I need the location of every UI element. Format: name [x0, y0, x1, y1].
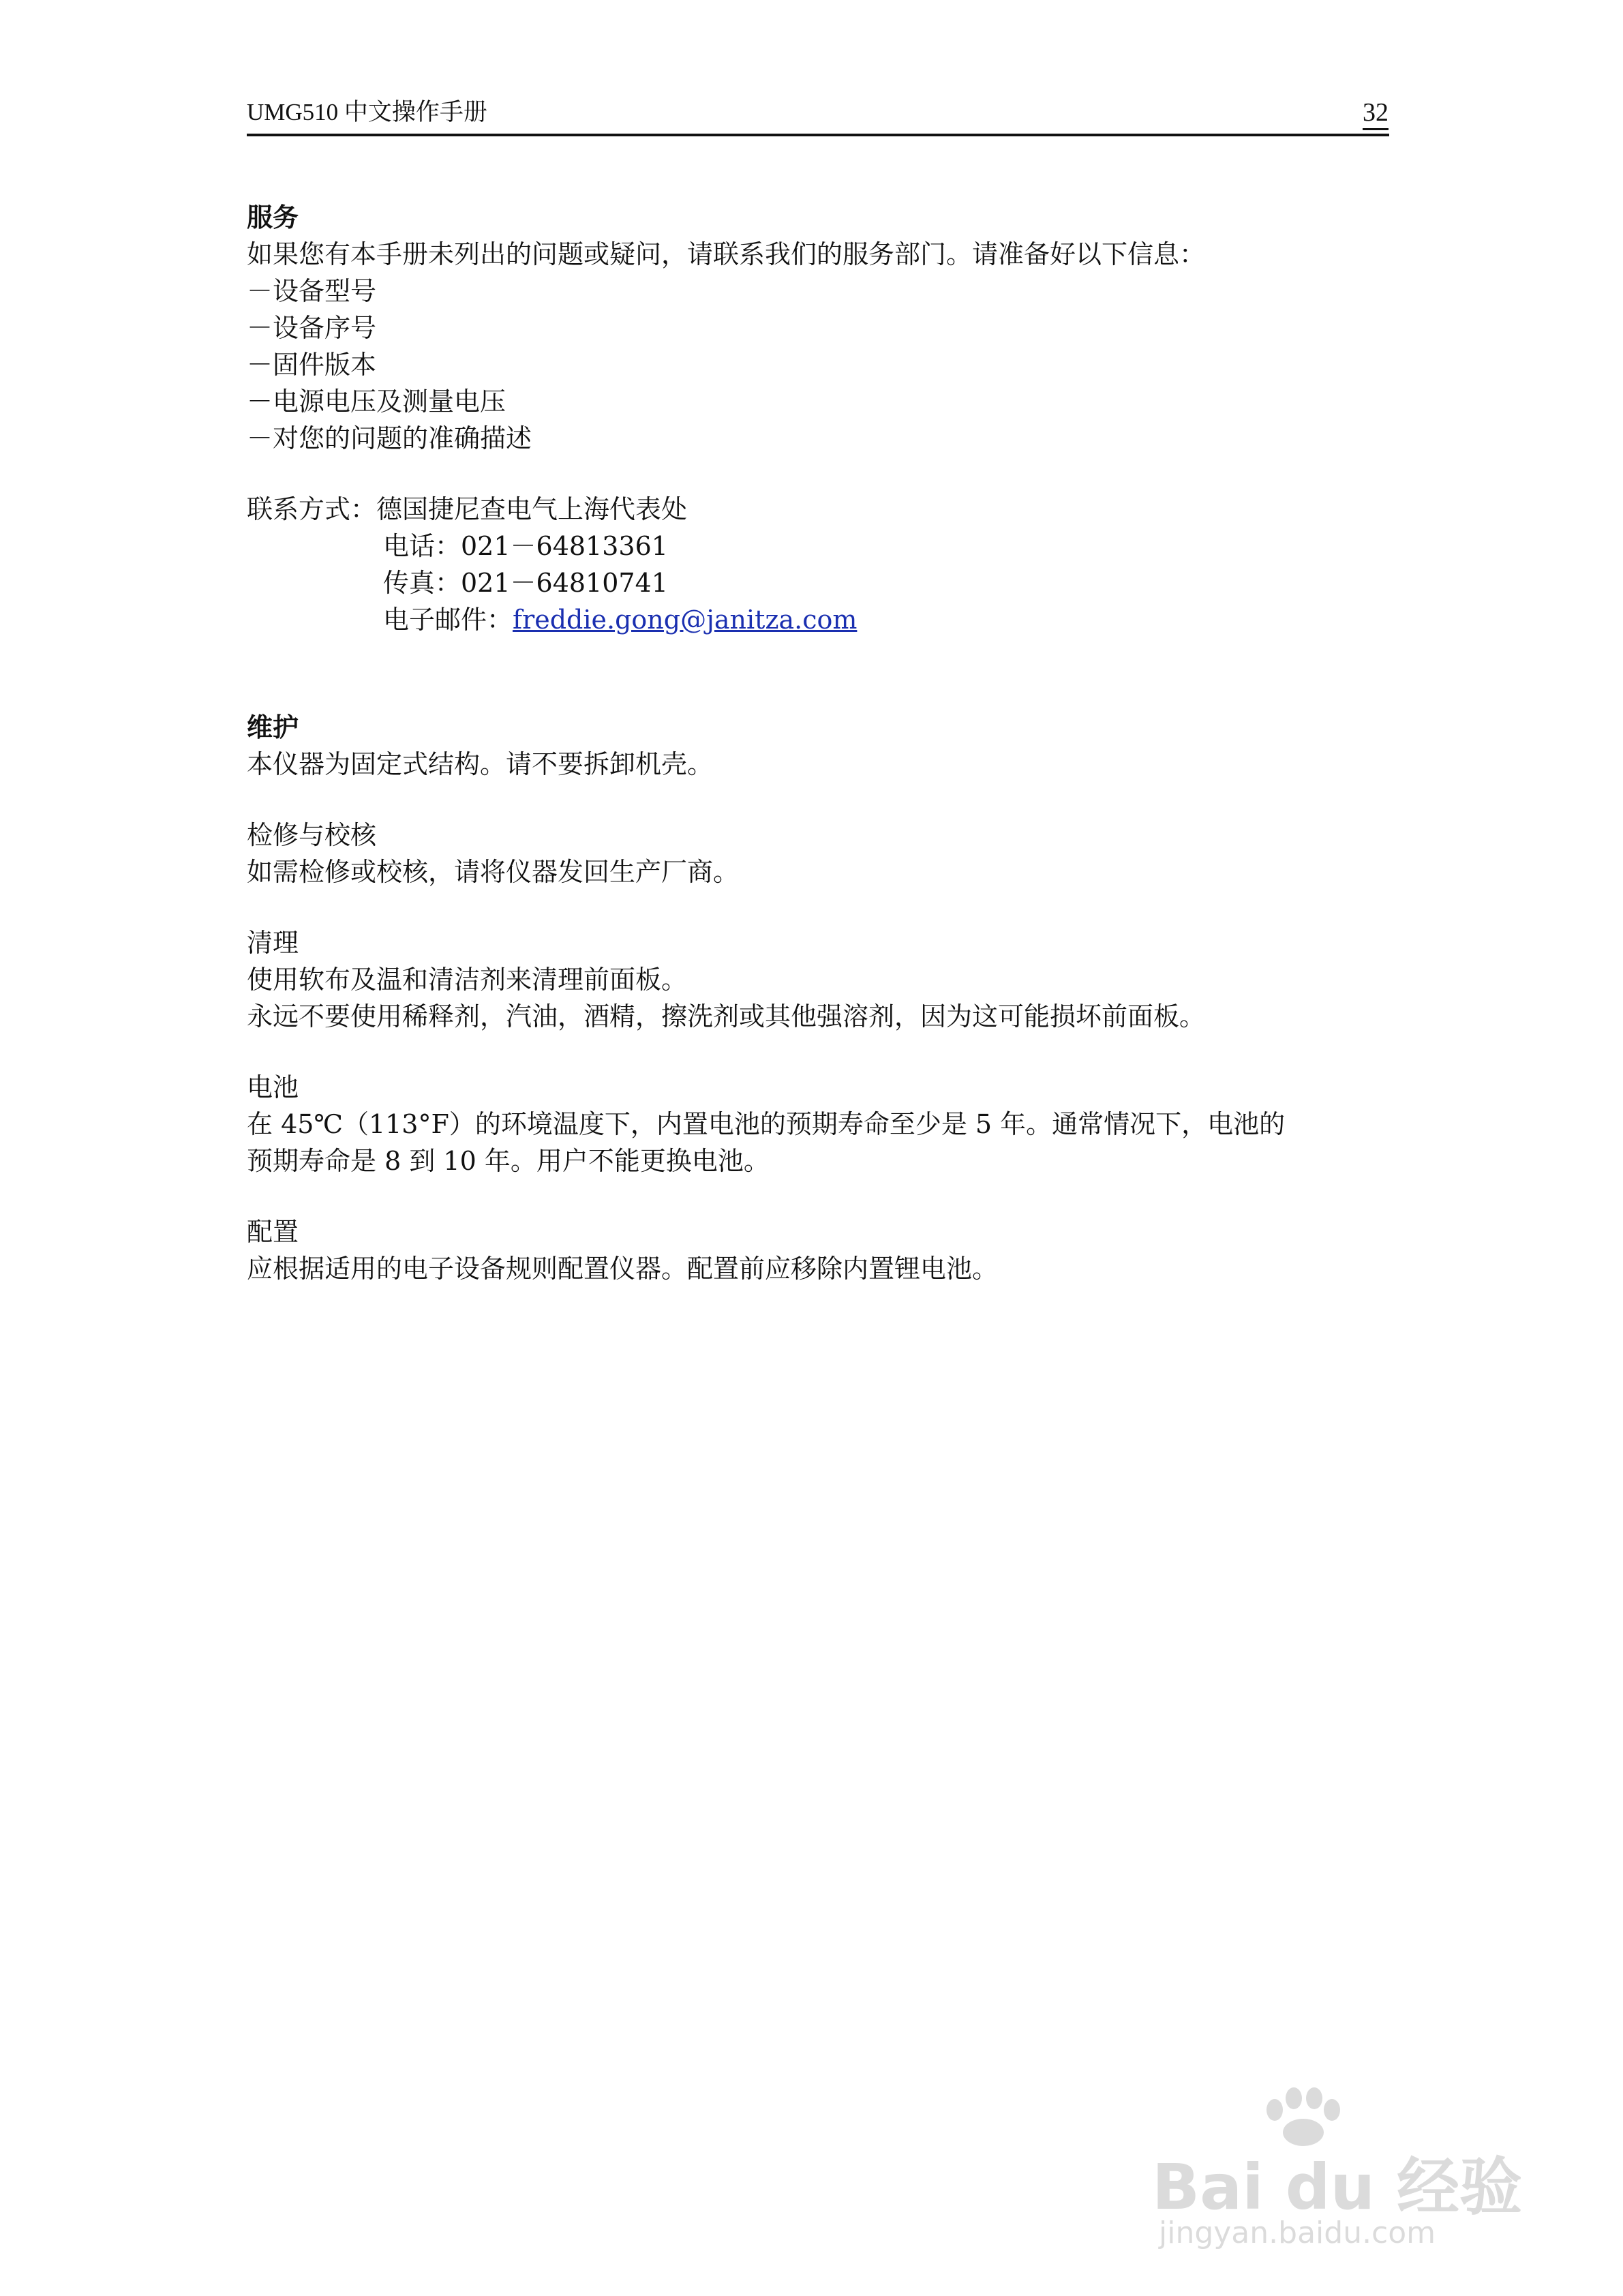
- contact-email-line: [383, 601, 857, 638]
- email-link[interactable]: freddie.gong@janitza.com: [513, 605, 858, 635]
- battery-text-1: 在 45℃（113°F）的环境温度下，内置电池的预期寿命至少是 5 年。通常情况下，电池的: [247, 1109, 1286, 1139]
- repair-heading: 检修与校核: [247, 820, 377, 850]
- list-item: －电源电压及测量电压: [247, 387, 506, 417]
- cleaning-text-2: 永远不要使用稀释剂，汽油，酒精，擦洗剂或其他强溶剂，因为这可能损坏前面板。: [247, 1001, 1206, 1031]
- disposal-text: 应根据适用的电子设备规则配置仪器。配置前应移除内置锂电池。: [247, 1254, 999, 1284]
- contact-company: 德国捷尼查电气上海代表处: [376, 494, 688, 524]
- service-intro: 如果您有本手册未列出的问题或疑问，请联系我们的服务部门。请准备好以下信息：: [247, 239, 1206, 269]
- maintenance-heading: 维护: [247, 712, 299, 742]
- battery-heading: 电池: [247, 1072, 299, 1102]
- repair-text: 如需检修或校核，请将仪器发回生产厂商。: [247, 857, 740, 887]
- email-label: 电子邮件：: [383, 605, 513, 635]
- watermark-url: jingyan.baidu.com: [1159, 2216, 1436, 2250]
- list-item: －对您的问题的准确描述: [247, 423, 532, 453]
- cleaning-text-1: 使用软布及温和清洁剂来清理前面板。: [247, 965, 688, 995]
- list-item: －设备序号: [247, 313, 377, 343]
- list-item: －设备型号: [247, 276, 377, 306]
- page-number: 32: [1116, 95, 1389, 130]
- contact-phone: 电话：021－64813361: [383, 531, 668, 561]
- service-heading: 服务: [247, 202, 299, 232]
- baidu-watermark: [1152, 2086, 1534, 2256]
- maintenance-text: 本仪器为固定式结构。请不要拆卸机壳。: [247, 749, 714, 779]
- battery-text-2: 预期寿命是 8 到 10 年。用户不能更换电池。: [247, 1146, 770, 1176]
- cleaning-heading: 清理: [247, 928, 299, 958]
- watermark-brand: Bai du 经验: [1152, 2151, 1523, 2224]
- disposal-heading: 配置: [247, 1217, 299, 1247]
- contact-line: [247, 491, 687, 528]
- list-item: －固件版本: [247, 350, 377, 380]
- contact-fax: 传真：021－64810741: [383, 568, 668, 598]
- contact-label: 联系方式：: [247, 494, 377, 524]
- document-title: UMG510 中文操作手册: [247, 99, 487, 125]
